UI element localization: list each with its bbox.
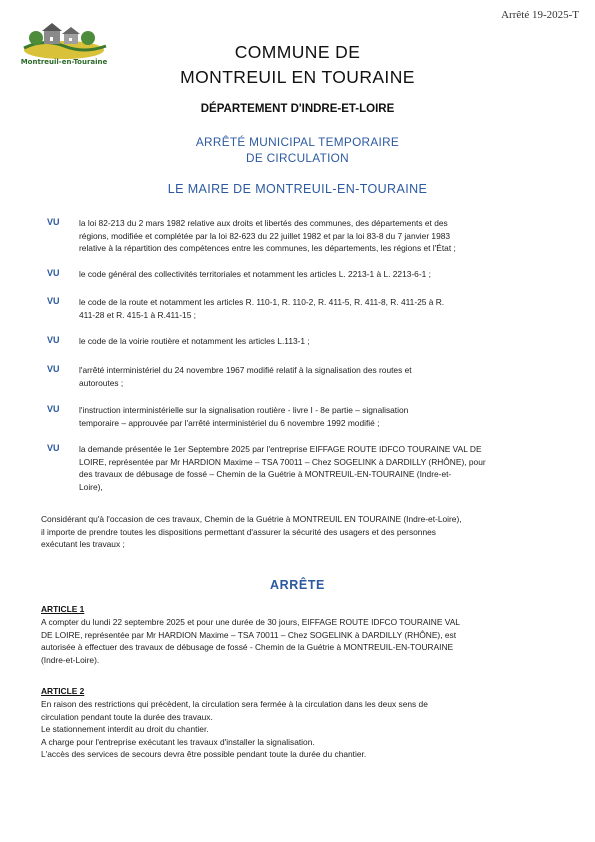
article-line: circulation pendant toute la durée des travaux. (41, 711, 213, 722)
vu-text (79, 364, 539, 389)
article-1-body (41, 616, 540, 666)
article-2-heading: ARTICLE 2 (41, 686, 85, 696)
vu-line: le code général des collectivités territoriales et notamment les articles L. 2213-1 à L. 2213-6-1 ; (79, 269, 431, 279)
considerant-paragraph (41, 513, 540, 551)
vu-line: Loire), (79, 481, 103, 492)
vu-line: temporaire – approuvée par l'arrêté interministériel du 6 novembre 1992 modifié ; (79, 417, 380, 428)
article-line: A charge pour l'entreprise exécutant les travaux d'installer la signalisation. (41, 736, 315, 747)
reference-number: Arrêté 19-2025-T (501, 9, 579, 21)
article-1-heading: ARTICLE 1 (41, 604, 85, 614)
article-line: Le stationnement interdit au droit du chantier. (41, 724, 209, 735)
vu-label: VU (47, 296, 60, 306)
commune-title (0, 40, 595, 90)
article-line: (Indre-et-Loire). (41, 654, 100, 665)
article-line: autorisée à effectuer des travaux de débusage de fossé - Chemin de la Guétrie à MONTREUIL-EN-TOURAINE (41, 642, 454, 653)
vu-label: VU (47, 364, 60, 374)
vu-line: 411-28 et R. 415-1 à R.411-15 ; (79, 309, 197, 320)
vu-line: régions, modifiée et complétée par la loi 82-623 du 22 juillet 1982 et par la loi 83-8 du 7 janvier 1983 (79, 230, 451, 241)
article-line: A compter du lundi 22 septembre 2025 et pour une durée de 30 jours, EIFFAGE ROUTE IDFCO TOURAINE VAL (41, 617, 460, 627)
vu-label: VU (47, 217, 60, 227)
article-line: En raison des restrictions qui précèdent, la circulation sera fermée à la circulation dans les deux sens de (41, 699, 428, 709)
vu-line: l'instruction interministérielle sur la signalisation routière - livre I - 8e partie – signalisation (79, 405, 409, 415)
vu-text (79, 296, 539, 321)
vu-line: LOIRE, représentée par Mr HARDION Maxime – TSA 70011 – Chez SOGELINK à DARDILLY (RHÔNE), pour (79, 456, 486, 467)
vu-label: VU (47, 404, 60, 414)
considerant-line: Considérant qu'à l'occasion de ces travaux, Chemin de la Guétrie à MONTREUIL EN TOURAINE (Indre-et-Loire), (41, 514, 462, 524)
logo-text: Montreuil-en-Touraine (20, 58, 108, 66)
vu-label: VU (47, 443, 60, 453)
vu-text (79, 443, 539, 493)
considerant-line: exécutant les travaux ; (41, 539, 125, 550)
commune-title-line2: MONTREUIL EN TOURAINE (180, 67, 415, 87)
arrete-heading: ARRÊTE (270, 578, 325, 592)
department-title: DÉPARTEMENT D'INDRE-ET-LOIRE (200, 103, 395, 115)
commune-title-line1: COMMUNE DE (234, 42, 361, 62)
vu-line: autoroutes ; (79, 377, 124, 388)
vu-line: la demande présentée le 1er Septembre 2025 par l'entreprise EIFFAGE ROUTE IDFCO TOURAINE VAL DE (79, 444, 482, 454)
article-line: DE LOIRE, représentée par Mr HARDION Maxime – TSA 70011 – Chez SOGELINK à DARDILLY (RHÔNE), est (41, 629, 457, 640)
arrete-title-line2: DE CIRCULATION (246, 151, 349, 165)
article-2-body (41, 698, 540, 761)
considerant-line: il importe de prendre toutes les dispositions permettant d'assurer la sécurité des usagers et des personnes (41, 526, 436, 537)
vu-text (79, 404, 539, 429)
vu-label: VU (47, 335, 60, 345)
vu-text (79, 335, 539, 348)
vu-text (79, 268, 539, 281)
vu-line: le code de la route et notamment les articles R. 110-1, R. 110-2, R. 411-5, R. 411-8, R. 411-25 à R. (79, 297, 445, 307)
vu-text (79, 217, 539, 255)
vu-line: des travaux de débusage de fossé – Chemin de la Guétrie à MONTREUIL-EN-TOURAINE (Indre-et- (79, 469, 452, 480)
article-line: L'accès des services de secours devra être possible pendant toute la durée du chantier. (41, 749, 367, 760)
maire-title: LE MAIRE DE MONTREUIL-EN-TOURAINE (167, 182, 428, 196)
vu-line: l'arrêté interministériel du 24 novembre 1967 modifié relatif à la signalisation des routes et (79, 365, 412, 375)
arrete-title-line1: ARRÊTÉ MUNICIPAL TEMPORAIRE (195, 135, 400, 149)
vu-line: relative à la répartition des compétences entre les communes, les départements, les régions et l'État ; (79, 243, 456, 254)
arrete-title (0, 134, 595, 166)
vu-line: le code de la voirie routière et notamment les articles L.113-1 ; (79, 336, 310, 346)
vu-label: VU (47, 268, 60, 278)
vu-line: la loi 82-213 du 2 mars 1982 relative aux droits et libertés des communes, des départements et des (79, 218, 448, 228)
